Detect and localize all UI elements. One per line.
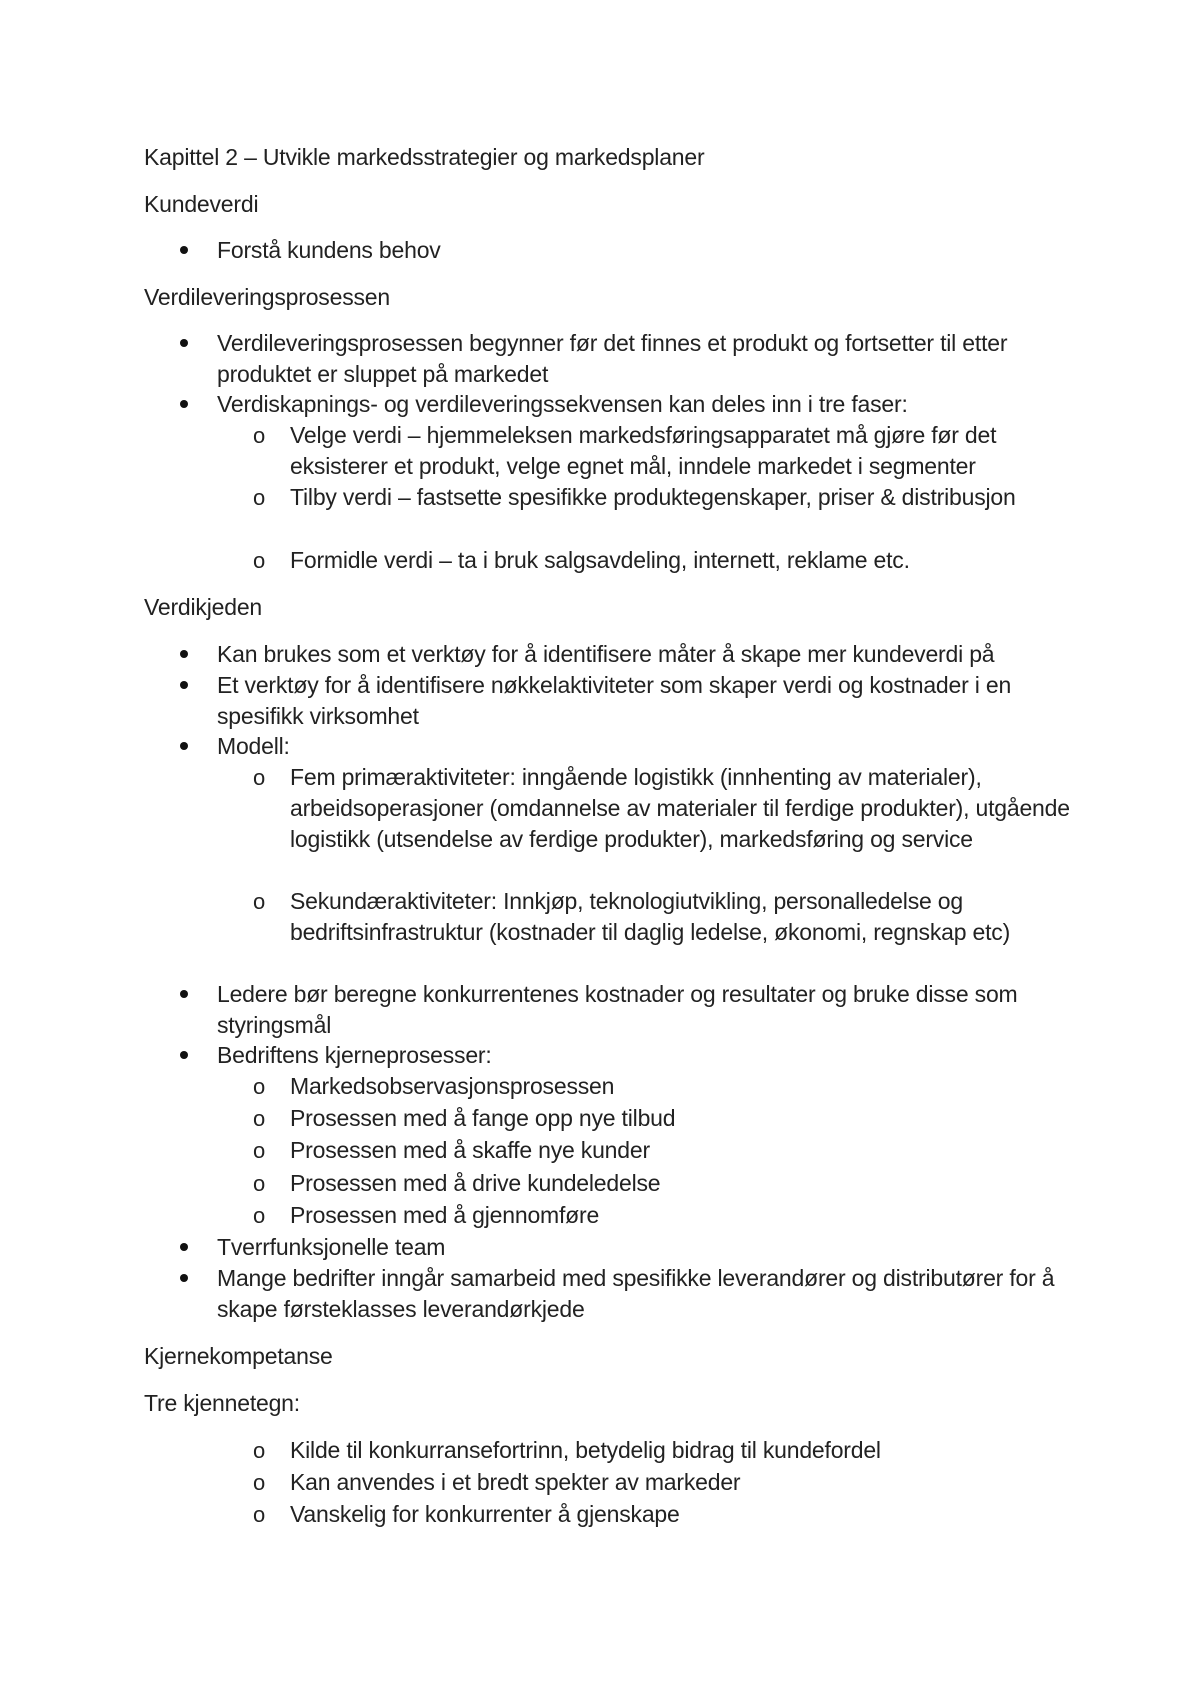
sub-bullet-item: o Sekundæraktiviteter: Innkjøp, teknologiutvikling, personalledelse og bedriftsinfrastruktur (kostnader til daglig ledelse, økonomi, regnskap etc) [253, 888, 1011, 945]
bullet-item: Ledere bør beregne konkurrentenes kostnader og resultater og bruke disse som styringsmål [217, 979, 1067, 1041]
sub-bullet-item: o Prosessen med å fange opp nye tilbud [290, 1103, 1070, 1134]
bullet-dot-icon [180, 246, 188, 254]
bullet-dot-icon [180, 400, 188, 408]
sub-bullet-circle-icon: o [253, 1171, 266, 1196]
sub-bullet-circle-icon: o [253, 1438, 266, 1463]
sub-bullet-item: o Tilby verdi – fastsette spesifikke produktegenskaper, priser & distribusjon [290, 482, 1070, 513]
bullet-dot-icon [180, 650, 188, 658]
bullet-item: Verdiskapnings- og verdileveringssekvensen kan deles inn i tre faser: [217, 389, 1067, 420]
sub-bullet-circle-icon: o [253, 1074, 266, 1099]
sub-bullet-item: o Prosessen med å gjennomføre [290, 1200, 1070, 1231]
sub-bullet-circle-icon: o [253, 1106, 266, 1131]
bullet-dot-icon [180, 339, 188, 347]
bullet-dot-icon [180, 742, 188, 750]
sub-bullet-item: o Kan anvendes i et bredt spekter av markeder [290, 1467, 1070, 1498]
sub-bullet-circle-icon: o [253, 423, 266, 448]
bullet-dot-icon [180, 1051, 188, 1059]
bullet-dot-icon [180, 1243, 188, 1251]
sub-bullet-circle-icon: o [253, 485, 266, 510]
bullet-item: Mange bedrifter inngår samarbeid med spesifikke leverandører og distributører for å skape førsteklasses leverandørkjede [217, 1263, 1067, 1325]
bullet-dot-icon [180, 1274, 188, 1282]
sub-bullet-circle-icon: o [253, 1470, 266, 1495]
sub-bullet-circle-icon: o [253, 1203, 266, 1228]
sub-bullet-item: o Markedsobservasjonsprosessen [290, 1071, 1070, 1102]
sub-bullet-circle-icon: o [253, 548, 266, 573]
bullet-item: Et verktøy for å identifisere nøkkelaktiviteter som skaper verdi og kostnader i en spesifikk virksomhet [217, 670, 1067, 732]
section-heading-kjernekompetanse: Kjernekompetanse [144, 1343, 333, 1369]
sub-bullet-circle-icon: o [253, 765, 266, 790]
bullet-item: Forstå kundens behov [217, 235, 1067, 266]
sub-bullet-item: o Fem primæraktiviteter: inngående logistikk (innhenting av materialer), arbeidsoperasjoner (omdannelse av materialer til ferdige produkter), utgående logistikk (utsendelse av ferdige produkter), markedsføring og service [253, 764, 1070, 852]
bullet-dot-icon [180, 990, 188, 998]
sub-bullet-item: o Formidle verdi – ta i bruk salgsavdeling, internett, reklame etc. [290, 545, 1070, 576]
section-heading-verdileveringsprosessen: Verdileveringsprosessen [144, 284, 390, 310]
page-title: Kapittel 2 – Utvikle markedsstrategier og markedsplaner [144, 144, 705, 170]
bullet-dot-icon [180, 681, 188, 689]
bullet-item: Modell: [217, 731, 1067, 762]
bullet-item: Bedriftens kjerneprosesser: [217, 1040, 1067, 1071]
sub-bullet-item: o Vanskelig for konkurrenter å gjenskape [290, 1499, 1070, 1530]
sub-bullet-item: o Kilde til konkurransefortrinn, betydelig bidrag til kundefordel [290, 1435, 1070, 1466]
section-heading-verdikjeden: Verdikjeden [144, 594, 262, 620]
bullet-item: Tverrfunksjonelle team [217, 1232, 1067, 1263]
sub-bullet-circle-icon: o [253, 1138, 266, 1163]
subheading-tre-kjennetegn: Tre kjennetegn: [144, 1390, 300, 1416]
sub-bullet-item: o Prosessen med å drive kundeledelse [290, 1168, 1070, 1199]
sub-bullet-item: o Prosessen med å skaffe nye kunder [290, 1135, 1070, 1166]
section-heading-kundeverdi: Kundeverdi [144, 191, 259, 217]
bullet-item: Verdileveringsprosessen begynner før det finnes et produkt og fortsetter til etter produktet er sluppet på markedet [217, 328, 1067, 390]
sub-bullet-circle-icon: o [253, 1502, 266, 1527]
bullet-item: Kan brukes som et verktøy for å identifisere måter å skape mer kundeverdi på [217, 639, 1067, 670]
sub-bullet-item: o Velge verdi – hjemmeleksen markedsføringsapparatet må gjøre før det eksisterer et produkt, velge egnet mål, inndele markedet i segmenter [253, 422, 997, 479]
sub-bullet-circle-icon: o [253, 889, 266, 914]
